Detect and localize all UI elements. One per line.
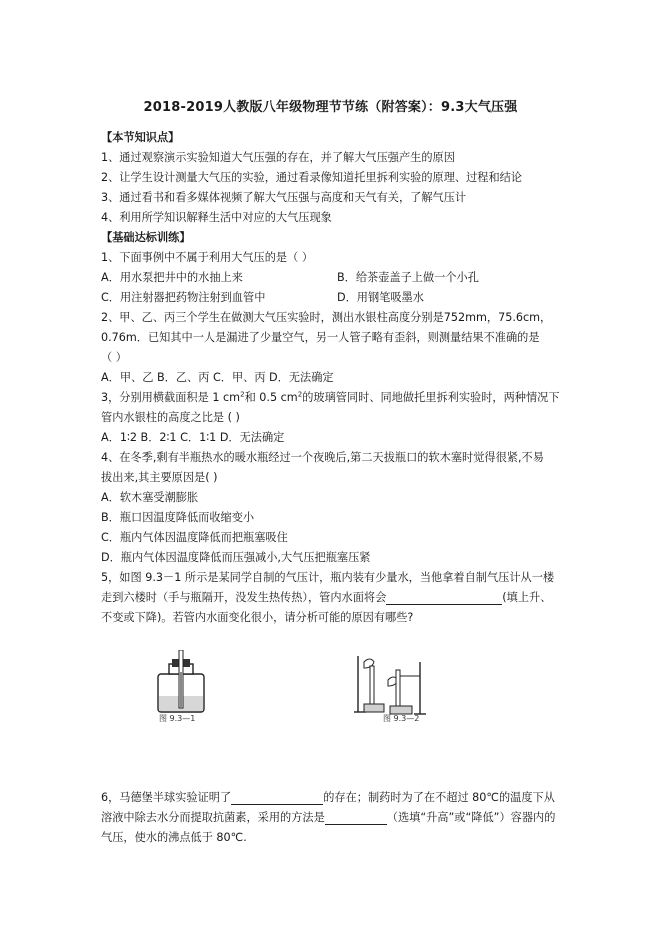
question-6-text-d: 溶液中除去水分而提取抗菌素，采用的方法是: [101, 811, 325, 824]
figure-caption-9-3-1: 图 9.3—1: [159, 714, 196, 723]
question-6-line2: [101, 811, 555, 825]
question-4-option-c: C．瓶内气体因温度降低而把瓶塞吸住: [101, 531, 288, 544]
question-3-text-c: 的玻璃管同时、同地做托里拆利实验时，两种情况下: [302, 391, 560, 404]
section-heading-knowledge: 【本节知识点】: [101, 131, 180, 144]
question-4-option-a: A．软木塞受潮膨胀: [101, 491, 199, 504]
figure-caption-9-3-2: 图 9.3—2: [383, 714, 420, 723]
question-5-line1: 5，如图 9.3－1 所示是某同学自制的气压计，瓶内装有少量水，当他拿着自制气压计从一楼: [101, 571, 555, 584]
question-4-line1: 4、在冬季,剩有半瓶热水的暖水瓶经过一个夜晚后,第二天拔瓶口的软木塞时觉得很紧,不易: [101, 451, 544, 464]
question-3-options: A．1∶2 B．2∶1 C．1∶1 D．无法确定: [101, 431, 285, 444]
question-6-text-f: 气压，使水的沸点低于 80: [101, 831, 231, 844]
superscript: 2: [297, 390, 303, 399]
knowledge-item: 3、通过看书和看多媒体视频了解大气压强与高度和天气有关，了解气压计: [101, 191, 467, 204]
question-1-stem: 1、下面事例中不属于利用大气压的是（ ）: [101, 251, 314, 264]
question-4-line2: 拔出来,其主要原因是( ): [101, 471, 218, 484]
question-6-line1: [101, 791, 555, 805]
knowledge-item: 2、让学生设计测量大气压的实验，通过看录像知道托里拆利实验的原理、过程和结论: [101, 171, 523, 184]
question-6-text-b: 的存在；制药时为了在不超过 80: [323, 791, 487, 804]
question-5-text-a: 走到六楼时（手与瓶隔开，没发生热传热），管内水面将会: [101, 591, 387, 604]
question-2-line2: 0.76m．已知其中一人是漏进了少量空气，另一人管子略有歪斜，则测量结果不准确的是: [101, 331, 540, 344]
question-5-text-b: (填上升、: [502, 591, 552, 604]
question-2-line3: （ ）: [101, 351, 127, 364]
question-1-options-row1: [101, 271, 243, 285]
question-3-line1: [101, 391, 560, 405]
tube-experiment-figure: [352, 652, 442, 717]
question-3-text-b: 和 0.5 cm: [244, 391, 298, 404]
answer-blank[interactable]: [386, 592, 502, 605]
question-2-options: A．甲、乙 B．乙、丙 C．甲、丙 D．无法确定: [101, 371, 334, 384]
question-1-option-d: D．用钢笔吸墨水: [337, 291, 424, 304]
answer-blank[interactable]: [231, 792, 323, 805]
question-6-line3: [101, 831, 247, 845]
question-1-option-c: C．用注射器把药物注射到血管中: [101, 291, 266, 304]
question-1-option-b: B．给茶壶盖子上做一个小孔: [337, 271, 479, 284]
question-3-text-a: 3，分别用横截面积是 1 cm: [101, 391, 241, 404]
knowledge-item: 4、利用所学知识解释生活中对应的大气压现象: [101, 211, 332, 224]
knowledge-item: 1、通过观察演示实验知道大气压强的存在，并了解大气压强产生的原因: [101, 151, 455, 164]
page-title: 2018-2019人教版八年级物理节节练（附答案）：9.3大气压强: [143, 100, 518, 115]
question-2-line1: 2、甲、乙、丙三个学生在做测大气压实验时，测出水银柱高度分别是752mm，75.6cm，: [101, 311, 552, 324]
question-3-line2: 管内水银柱的高度之比是 ( ): [101, 411, 240, 424]
question-1-option-a: A．用水泵把井中的水抽上来: [101, 271, 243, 284]
question-6-text-c: ℃的温度下从: [486, 791, 555, 804]
section-heading-basic: 【基础达标训练】: [101, 231, 191, 244]
question-6-text-a: 6，马德堡半球实验证明了: [101, 791, 232, 804]
question-5-line2: [101, 591, 551, 605]
question-4-option-b: B．瓶口因温度降低而收缩变小: [101, 511, 255, 524]
question-5-line3: 不变或下降)。若管内水面变化很小，请分析可能的原因有哪些?: [101, 611, 414, 624]
question-6-text-g: ℃.: [230, 831, 247, 844]
question-6-text-e: （选填“升高”或“降低”）容器内的: [386, 811, 556, 824]
answer-blank[interactable]: [325, 812, 387, 825]
superscript: 2: [240, 390, 245, 399]
question-4-option-d: D．瓶内气体因温度降低而压强减小,大气压把瓶塞压紧: [101, 551, 371, 564]
